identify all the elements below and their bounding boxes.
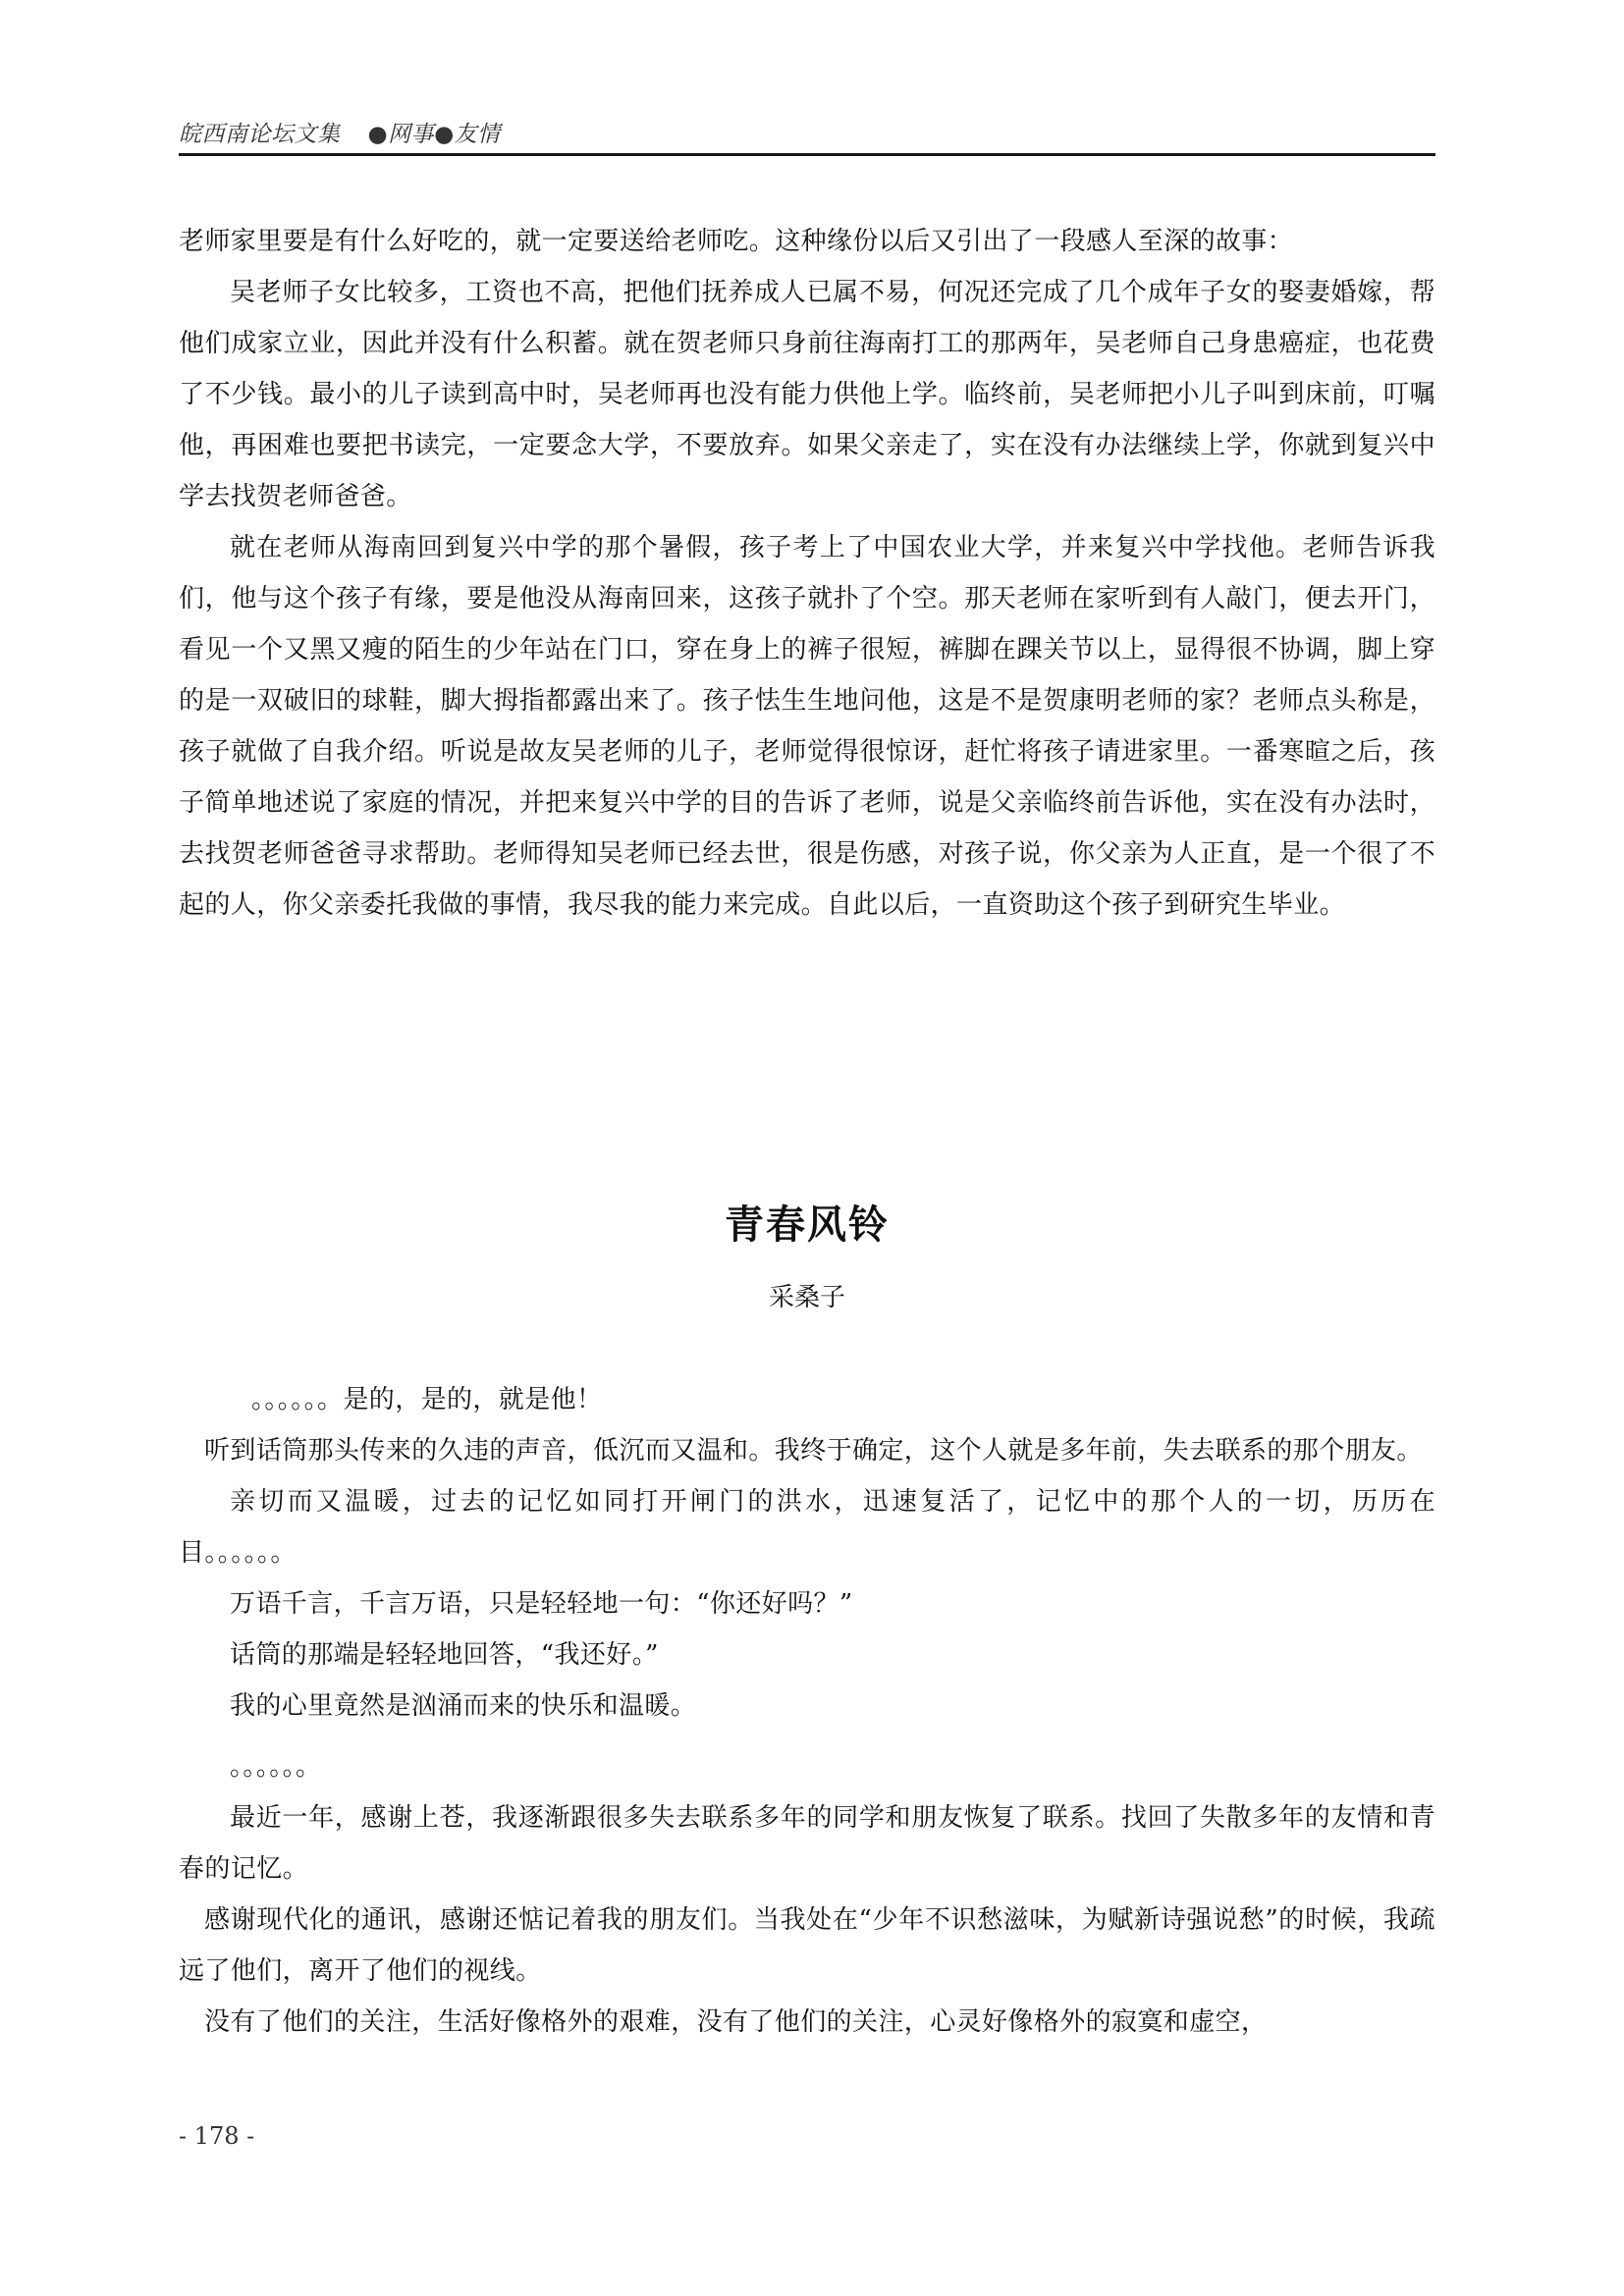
paragraph: 吴老师子女比较多，工资也不高，把他们抚养成人已属不易，何况还完成了几个成年子女的娶妻婚嫁，帮他们成家立业，因此并没有什么积蓄。就在贺老师只身前往海南打工的那两年，吴老师自己身患癌症，也花费了不少钱。最小的儿子读到高中时，吴老师再也没有能力供他上学。临终前，吴老师把小儿子叫到床前，叮嘱他，再困难也要把书读完，一定要念大学，不要放弃。如果父亲走了，实在没有办法继续上学，你就到复兴中学去找贺老师爸爸。 <box>179 278 1435 511</box>
running-header <box>179 110 1435 156</box>
paragraph: 最近一年，感谢上苍，我逐渐跟很多失去联系多年的同学和朋友恢复了联系。找回了失散多年的友情和青春的记忆。 <box>179 1803 1435 1884</box>
paragraph: 听到话筒那头传来的久违的声音，低沉而又温和。我终于确定，这个人就是多年前，失去联系的那个朋友。 <box>204 1436 1423 1466</box>
paragraph: 。。。。。。是的，是的，就是他！ <box>251 1385 603 1415</box>
article-body <box>179 1374 1435 2048</box>
paragraph: 万语千言，千言万语，只是轻轻地一句：“你还好吗？” <box>230 1589 853 1619</box>
paragraph: 亲切而又温暖，过去的记忆如同打开闸门的洪水，迅速复活了，记忆中的那个人的一切，历历在目。。。。。。 <box>179 1487 1435 1568</box>
paragraph: 老师家里要是有什么好吃的，就一定要送给老师吃。这种缘份以后又引出了一段感人至深的故事： <box>179 227 1294 256</box>
story-continuation <box>179 216 1435 931</box>
paragraph: 我的心里竟然是汹涌而来的快乐和温暖。 <box>230 1691 697 1721</box>
page-number: - 178 - <box>179 2122 255 2150</box>
article-title: 青春风铃 <box>725 1202 890 1248</box>
paragraph: 。。。。。。 <box>230 1752 322 1782</box>
article-author: 采桑子 <box>768 1283 845 1312</box>
paragraph: 没有了他们的关注，生活好像格外的艰难，没有了他们的关注，心灵好像格外的寂寞和虚空， <box>204 2007 1268 2037</box>
header-section-label: ●网事●友情 <box>367 122 501 147</box>
paragraph: 就在老师从海南回到复兴中学的那个暑假，孩子考上了中国农业大学，并来复兴中学找他。老师告诉我们，他与这个孩子有缘，要是他没从海南回来，这孩子就扑了个空。那天老师在家听到有人敲门，便去开门，看见一个又黑又瘦的陌生的少年站在门口，穿在身上的裤子很短，裤脚在踝关节以上，显得很不协调，脚上穿的是一双破旧的球鞋，脚大拇指都露出来了。孩子怯生生地问他，这是不是贺康明老师的家？老师点头称是，孩子就做了自我介绍。听说是故友吴老师的儿子，老师觉得很惊讶，赶忙将孩子请进家里。一番寒暄之后，孩子简单地述说了家庭的情况，并把来复兴中学的目的告诉了老师，说是父亲临终前告诉他，实在没有办法时，去找贺老师爸爸寻求帮助。老师得知吴老师已经去世，很是伤感，对孩子说，你父亲为人正直，是一个很了不起的人，你父亲委托我做的事情，我尽我的能力来完成。自此以后，一直资助这个孩子到研究生毕业。 <box>179 533 1435 920</box>
paragraph: 话筒的那端是轻轻地回答，“我还好。” <box>230 1640 659 1670</box>
paragraph: 感谢现代化的通讯，感谢还惦记着我的朋友们。当我处在“少年不识愁滋味，为赋新诗强说愁”的时候，我疏远了他们，离开了他们的视线。 <box>179 1905 1435 1986</box>
header-collection-title: 皖西南论坛文集 <box>179 122 341 147</box>
header-text <box>179 116 501 148</box>
